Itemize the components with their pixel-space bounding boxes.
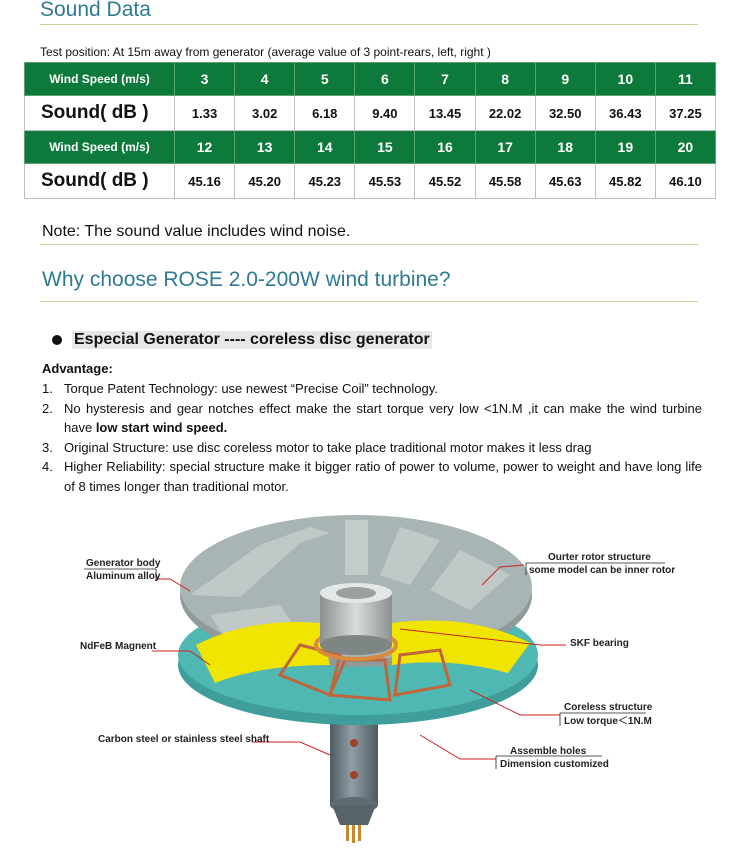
- callout-rotor-label: Ourter rotor structure: [548, 552, 651, 563]
- wind-speed-row: [25, 131, 716, 164]
- row-label-cell: Wind Speed (m/s): [25, 63, 175, 96]
- value-cell: 3.02: [235, 96, 295, 131]
- advantage-bold-text: low start wind speed.: [95, 420, 228, 435]
- value-cell: 12: [175, 131, 235, 164]
- callout-coreless-label: Coreless structure: [564, 702, 653, 713]
- generator-bullet: [52, 331, 432, 349]
- value-cell: 36.43: [595, 96, 655, 131]
- row-label-cell: Wind Speed (m/s): [25, 131, 175, 164]
- value-cell: 6: [355, 63, 415, 96]
- value-cell: 19: [595, 131, 655, 164]
- generator-diagram: [0, 505, 741, 853]
- advantage-list: [42, 379, 702, 496]
- value-cell: 4: [235, 63, 295, 96]
- callout-shaft: [98, 734, 330, 755]
- value-cell: 9.40: [355, 96, 415, 131]
- value-cell: 32.50: [535, 96, 595, 131]
- value-cell: 18: [535, 131, 595, 164]
- value-cell: 15: [355, 131, 415, 164]
- value-cell: 45.16: [175, 164, 235, 199]
- callout-holes-note: Dimension customized: [500, 759, 609, 770]
- advantage-item: 1. Torque Patent Technology: use newest “Precise Coil” technology.: [42, 381, 438, 396]
- row-label-cell: Sound( dB ): [25, 164, 175, 199]
- advantage-label: Advantage:: [42, 361, 113, 376]
- value-cell: 22.02: [475, 96, 535, 131]
- value-cell: 45.23: [295, 164, 355, 199]
- value-cell: 45.53: [355, 164, 415, 199]
- advantage-item: 2. No hysteresis and gear notches effect make the start torque very low <1N.M ,it can make the wind turbine have low start wind speed.: [42, 400, 702, 435]
- callout-magnet-label: NdFeB Magnent: [80, 641, 157, 652]
- callout-holes-label: Assemble holes: [510, 746, 587, 757]
- heading-rule: [40, 24, 698, 25]
- note-rule: [40, 244, 698, 245]
- why-choose-heading: Why choose ROSE 2.0-200W wind turbine?: [42, 268, 451, 291]
- value-cell: 45.58: [475, 164, 535, 199]
- sound-row: [25, 164, 716, 199]
- value-cell: 13: [235, 131, 295, 164]
- callout-shaft-label: Carbon steel or stainless steel shaft: [98, 734, 270, 745]
- row-label-cell: Sound( dB ): [25, 96, 175, 131]
- value-cell: 5: [295, 63, 355, 96]
- value-cell: 37.25: [655, 96, 715, 131]
- advantage-item: 3. Original Structure: use disc coreless motor to take place traditional motor makes it less drag: [42, 439, 592, 455]
- sound-data-table: [24, 62, 716, 199]
- value-cell: 8: [475, 63, 535, 96]
- value-cell: 14: [295, 131, 355, 164]
- test-position-text: Test position: At 15m away from generator (average value of 3 point-rears, left, right ): [40, 45, 491, 59]
- value-cell: 45.63: [535, 164, 595, 199]
- why-rule: [40, 301, 698, 302]
- generator-bullet-text: Especial Generator ---- coreless disc generator: [74, 331, 430, 348]
- sound-note: Note: The sound value includes wind noise.: [42, 223, 351, 240]
- callout-holes: [420, 735, 609, 770]
- callout-generator-body: [84, 558, 190, 591]
- hub-shape: [320, 583, 392, 655]
- callout-coreless-note: Low torque＜1N.M: [564, 716, 652, 727]
- value-cell: 9: [535, 63, 595, 96]
- value-cell: 11: [655, 63, 715, 96]
- value-cell: 17: [475, 131, 535, 164]
- callout-body-material: Aluminum alloy: [86, 571, 161, 582]
- value-cell: 16: [415, 131, 475, 164]
- advantage-item: 4. Higher Reliability: special structure make it bigger ratio of power to volume, power to weight and have long life of 8 times longer than traditional motor.: [42, 459, 702, 494]
- value-cell: 45.20: [235, 164, 295, 199]
- value-cell: 7: [415, 63, 475, 96]
- value-cell: 45.52: [415, 164, 475, 199]
- bullet-dot-icon: [52, 335, 62, 345]
- value-cell: 6.18: [295, 96, 355, 131]
- wind-speed-row: [25, 63, 716, 96]
- value-cell: 45.82: [595, 164, 655, 199]
- value-cell: 20: [655, 131, 715, 164]
- value-cell: 13.45: [415, 96, 475, 131]
- sound-row: [25, 96, 716, 131]
- sound-data-heading: Sound Data: [40, 0, 151, 21]
- value-cell: 46.10: [655, 164, 715, 199]
- callout-bearing-label: SKF bearing: [570, 638, 629, 649]
- value-cell: 10: [595, 63, 655, 96]
- shaft-shape: [330, 705, 378, 843]
- callout-body-label: Generator body: [86, 558, 161, 569]
- value-cell: 3: [175, 63, 235, 96]
- callout-rotor-note: some model can be inner rotor: [529, 565, 676, 576]
- value-cell: 1.33: [175, 96, 235, 131]
